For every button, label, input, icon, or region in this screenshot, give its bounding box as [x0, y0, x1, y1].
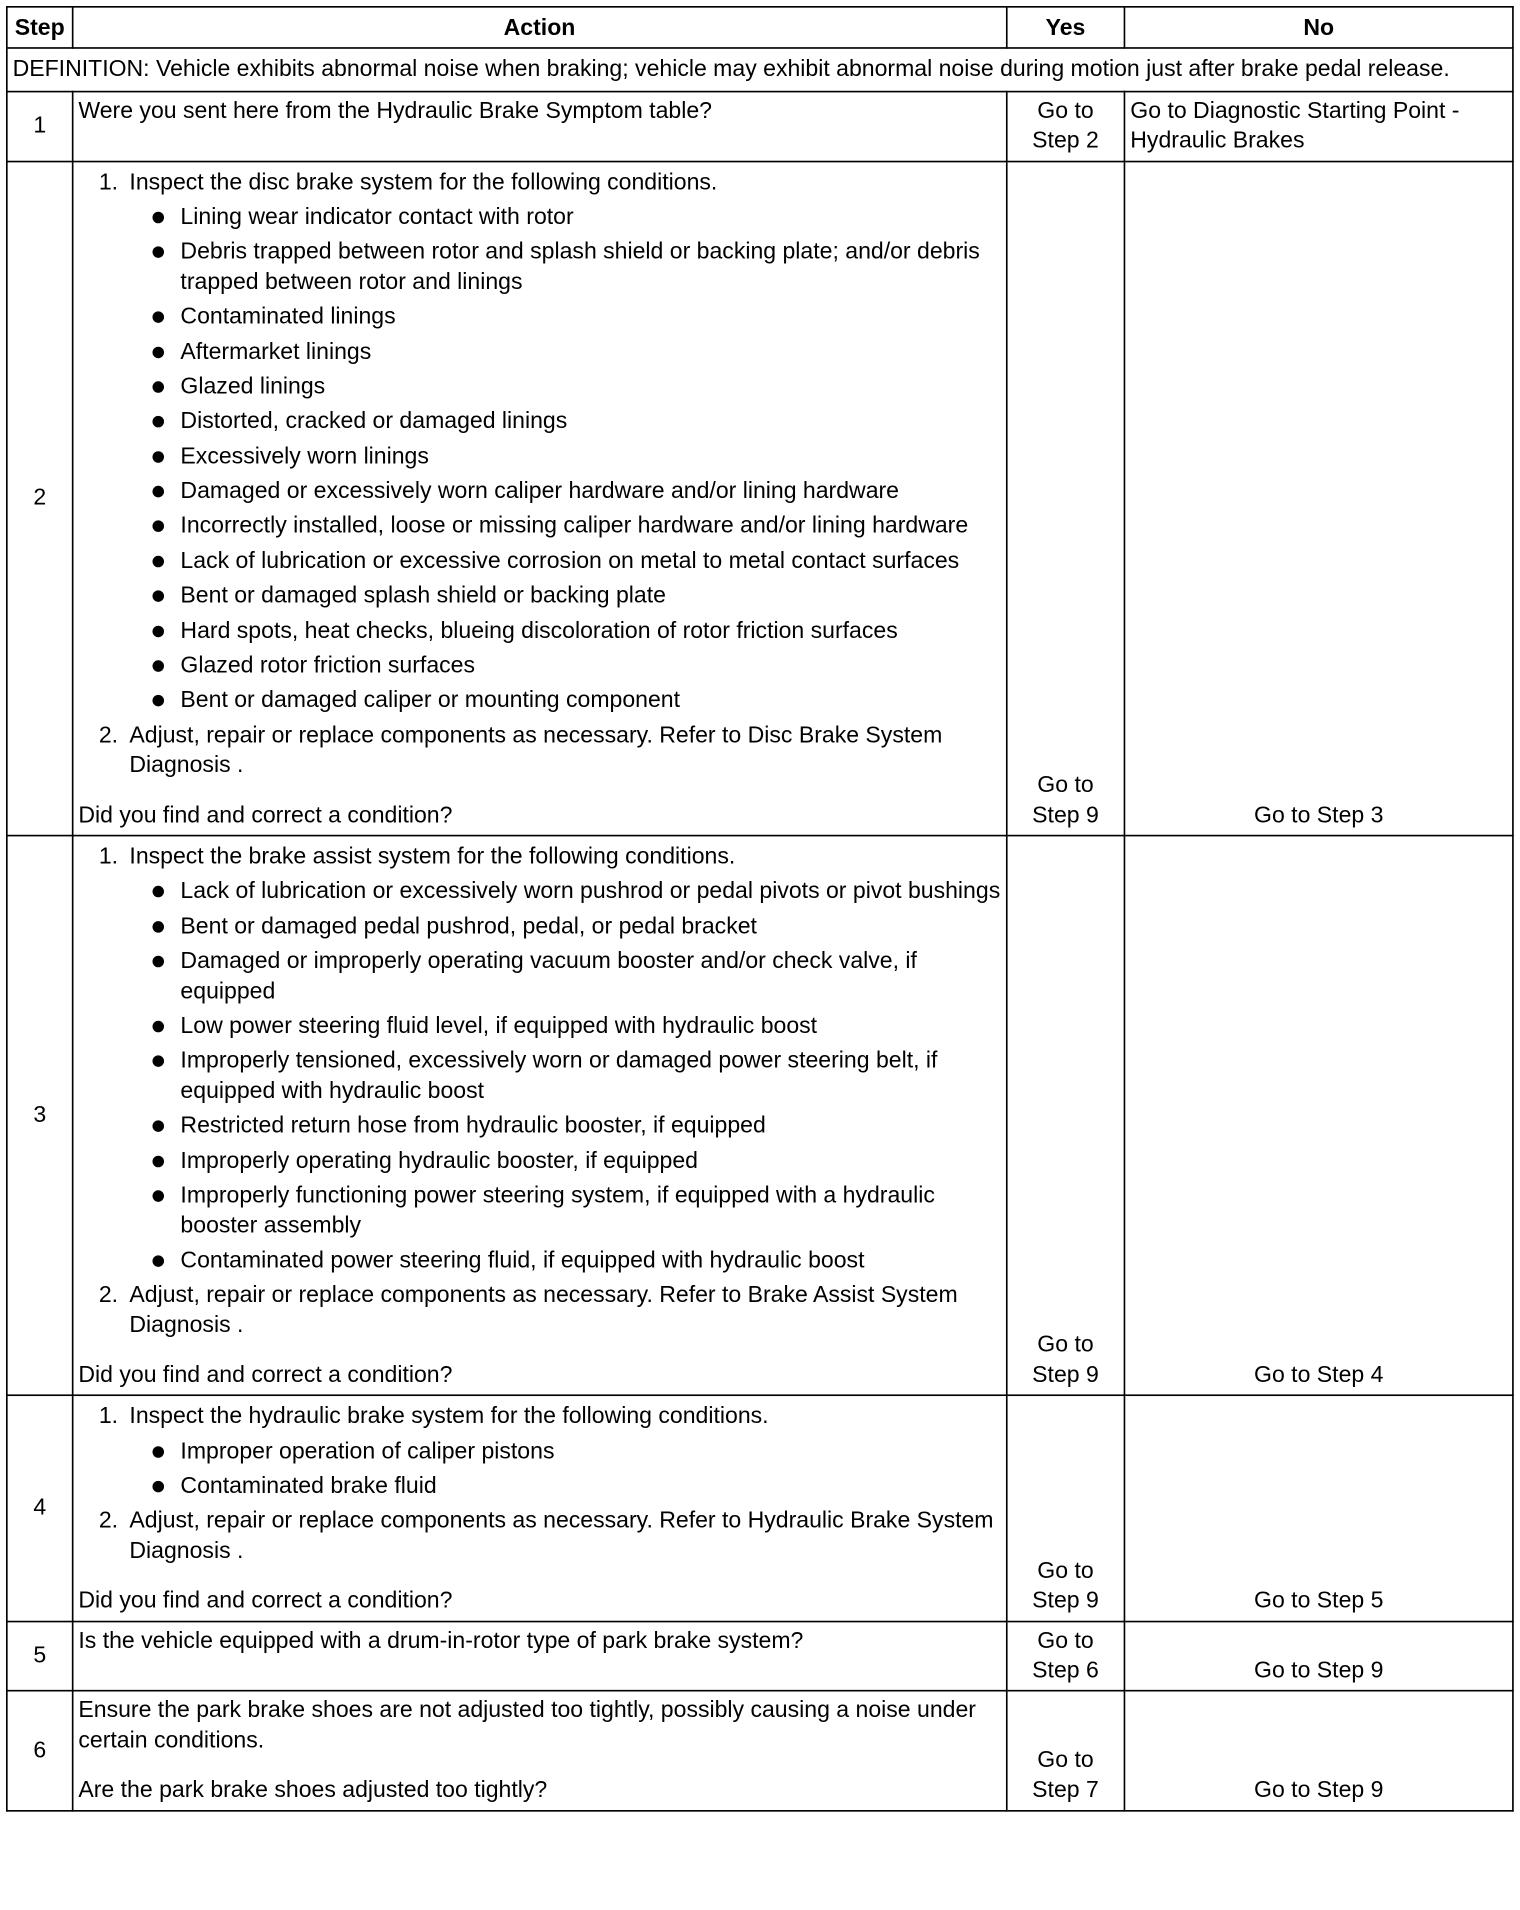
action-text: Is the vehicle equipped with a drum-in-rotor type of park brake system?	[73, 1621, 1007, 1691]
list-item: Improper operation of caliper pistons	[177, 1436, 1001, 1466]
list-item: Contaminated linings	[177, 302, 1001, 332]
list-item: Bent or damaged caliper or mounting component	[177, 685, 1001, 715]
yes-link[interactable]: Go to Step 9	[1006, 836, 1124, 1396]
no-link[interactable]: Go to Step 5	[1125, 1395, 1513, 1621]
header-yes: Yes	[1006, 7, 1124, 48]
action-step-item	[124, 167, 1000, 715]
list-item: Damaged or excessively worn caliper hardware and/or lining hardware	[177, 476, 1001, 506]
no-link[interactable]: Go to Diagnostic Starting Point - Hydraulic Brakes	[1125, 91, 1513, 161]
list-item: Glazed rotor friction surfaces	[177, 650, 1001, 680]
list-item: Damaged or improperly operating vacuum booster and/or check valve, if equipped	[177, 946, 1001, 1006]
action-step-item	[124, 1401, 1000, 1501]
action-steps	[78, 1401, 1000, 1566]
question-text: Are the park brake shoes adjusted too tightly?	[78, 1776, 548, 1802]
table-row	[7, 1621, 1513, 1691]
action-step-item	[124, 720, 1000, 780]
action-text: Ensure the park brake shoes are not adjusted too tightly, possibly causing a noise under certain conditions.	[78, 1696, 976, 1753]
diagnostic-table	[6, 6, 1514, 1811]
action-step-text: Inspect the hydraulic brake system for the following conditions.	[129, 1402, 769, 1429]
condition-list	[129, 1436, 1000, 1501]
definition-text: DEFINITION: Vehicle exhibits abnormal noise when braking; vehicle may exhibit abnormal noise during motion just after brake pedal release.	[7, 48, 1513, 91]
step-number: 5	[7, 1621, 73, 1691]
list-item: Improperly functioning power steering system, if equipped with a hydraulic booster assembly	[177, 1180, 1001, 1240]
yes-link[interactable]: Go to Step 6	[1006, 1621, 1124, 1691]
list-item: Aftermarket linings	[177, 336, 1001, 366]
condition-list	[129, 876, 1000, 1275]
question-text: Did you find and correct a condition?	[78, 801, 453, 828]
yes-link[interactable]: Go to Step 7	[1006, 1691, 1124, 1810]
header-no: No	[1125, 7, 1513, 48]
no-link[interactable]: Go to Step 9	[1125, 1621, 1513, 1691]
yes-link[interactable]: Go to Step 2	[1006, 91, 1124, 161]
definition-row	[7, 48, 1513, 91]
list-item: Debris trapped between rotor and splash shield or backing plate; and/or debris trapped between rotor and linings	[177, 237, 1001, 297]
action-step-text: Inspect the disc brake system for the following conditions.	[129, 168, 718, 195]
list-item: Distorted, cracked or damaged linings	[177, 406, 1001, 436]
list-item: Low power steering fluid level, if equipped with hydraulic boost	[177, 1011, 1001, 1041]
action-step-text: Inspect the brake assist system for the following conditions.	[129, 842, 736, 869]
step-number: 2	[7, 161, 73, 835]
action-step-text: Adjust, repair or replace components as necessary. Refer to Hydraulic Brake System Diagnosis .	[129, 1507, 994, 1563]
header-row	[7, 7, 1513, 48]
list-item: Bent or damaged splash shield or backing plate	[177, 581, 1001, 611]
table-row	[7, 836, 1513, 1396]
list-item: Restricted return hose from hydraulic booster, if equipped	[177, 1111, 1001, 1141]
action-cell	[73, 836, 1007, 1396]
list-item: Contaminated brake fluid	[177, 1471, 1001, 1501]
step-number: 1	[7, 91, 73, 161]
question-text: Did you find and correct a condition?	[78, 1361, 453, 1387]
action-steps	[78, 167, 1000, 780]
action-step-text: Adjust, repair or replace components as necessary. Refer to Brake Assist System Diagnosis .	[129, 1281, 958, 1338]
diagnostic-table-container	[6, 6, 1514, 1811]
header-action: Action	[73, 7, 1007, 48]
table-row	[7, 1395, 1513, 1621]
list-item: Hard spots, heat checks, blueing discoloration of rotor friction surfaces	[177, 616, 1001, 646]
list-item: Bent or damaged pedal pushrod, pedal, or pedal bracket	[177, 911, 1001, 941]
no-link[interactable]: Go to Step 9	[1125, 1691, 1513, 1810]
list-item: Incorrectly installed, loose or missing caliper hardware and/or lining hardware	[177, 511, 1001, 541]
action-cell	[73, 161, 1007, 835]
action-step-item	[124, 1506, 1000, 1566]
condition-list	[129, 202, 1000, 715]
action-steps	[78, 841, 1000, 1340]
list-item: Improperly tensioned, excessively worn or damaged power steering belt, if equipped with hydraulic boost	[177, 1046, 1001, 1106]
question-text: Did you find and correct a condition?	[78, 1587, 453, 1613]
list-item: Lack of lubrication or excessively worn pushrod or pedal pivots or pivot bushings	[177, 876, 1001, 906]
table-row	[7, 1691, 1513, 1810]
list-item: Improperly operating hydraulic booster, if equipped	[177, 1145, 1001, 1175]
action-step-text: Adjust, repair or replace components as necessary. Refer to Disc Brake System Diagnosis .	[129, 721, 943, 778]
list-item: Excessively worn linings	[177, 441, 1001, 471]
table-row	[7, 161, 1513, 835]
action-cell	[73, 1691, 1007, 1810]
yes-link[interactable]: Go to Step 9	[1006, 161, 1124, 835]
action-step-item	[124, 1280, 1000, 1340]
header-step: Step	[7, 7, 73, 48]
action-text: Were you sent here from the Hydraulic Brake Symptom table?	[73, 91, 1007, 161]
step-number: 4	[7, 1395, 73, 1621]
yes-link[interactable]: Go to Step 9	[1006, 1395, 1124, 1621]
no-link[interactable]: Go to Step 3	[1125, 161, 1513, 835]
step-number: 6	[7, 1691, 73, 1810]
list-item: Lining wear indicator contact with rotor	[177, 202, 1001, 232]
step-number: 3	[7, 836, 73, 1396]
table-row	[7, 91, 1513, 161]
list-item: Glazed linings	[177, 371, 1001, 401]
list-item: Lack of lubrication or excessive corrosion on metal to metal contact surfaces	[177, 546, 1001, 576]
action-cell	[73, 1395, 1007, 1621]
list-item: Contaminated power steering fluid, if equipped with hydraulic boost	[177, 1245, 1001, 1275]
no-link[interactable]: Go to Step 4	[1125, 836, 1513, 1396]
action-step-item	[124, 841, 1000, 1275]
